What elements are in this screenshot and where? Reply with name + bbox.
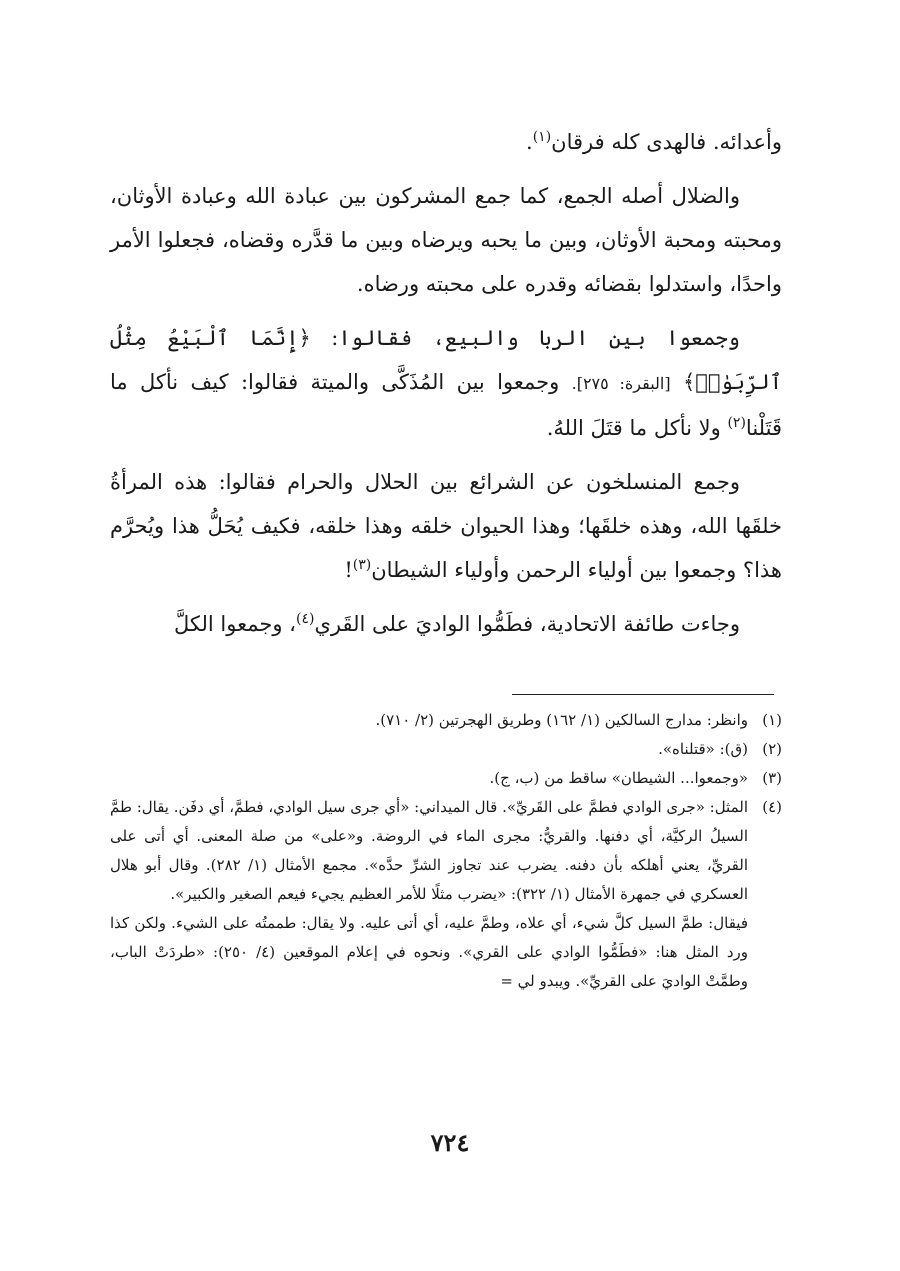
footnote-marker-3[interactable]: (٣) (352, 557, 372, 573)
footnote-marker-4[interactable]: (٤) (295, 611, 315, 627)
footnote-number: (١) (762, 711, 782, 729)
footnote-4: (٤) المثل: «جرى الوادي فطمَّ على القَريِّ». قال الميداني: «أي جرى سيل الوادي، فطمَّ، أي دفَن. يقال: طمَّ السيلُ الركيَّة، أي دفنها. والقريُّ: مجرى الماء في الروضة. و«على» من صلة المعنى. أي أتى على القريِّ، يعني أهلكه بأن دفنه. يضرب عند تجاوز الشرِّ حدَّه». مجمع الأمثال (١/ ٢٨٢). وقال أبو هلال العسكري في جمهرة الأمثال (١/ ٣٢٢): «يضرب مثلًا للأمر العظيم يجيء فيعم الصغير والكبير». فيقال: طمَّ السيل كلَّ شيء، أي علاه، وطمَّ عليه، أي أتى عليه. ولا يقال: طممتُه على الشيء. ولكن كذا ورد المثل هنا: «فطَمُّوا الوادي على القري». ونحوه في إعلام الموقعين (٤/ ٢٥٠): «طردَتْ الباب، وطمَّتْ الواديَ على القريِّ». ويبدو لي = (110, 793, 782, 996)
paragraph-1: وأعدائه. فالهدى كله فرقان$^{(١)}$. (526, 129, 782, 154)
footnote-number: (٢) (762, 740, 782, 758)
paragraph-2: والضلال أصله الجمع، كما جمع المشركون بين عبادة الله وعبادة الأوثان، ومحبته ومحبة الأوثان، وبين ما يحبه ويرضاه وبين ما قدَّره وقضاه، فجعلوا الأمر واحدًا، واستدلوا بقضائه وقدره على محبته ورضاه. (110, 184, 782, 296)
paragraph-4: وجمع المنسلخون عن الشرائع بين الحلال والحرام فقالوا: هذه المرأةُ خلقَها الله، وهذه خلقَها؛ وهذا الحيوان خلقه وهذا خلقه، فكيف يُحَلُّ هذا ويُحرَّم هذا؟ وجمعوا بين أولياء الرحمن وأولياء الشيطان$^{(٣)}$! (110, 470, 782, 582)
footnote-marker-2[interactable]: (٢) (727, 415, 746, 431)
main-text (110, 120, 782, 646)
paragraph-5: وجاءت طائفة الاتحادية، فطَمُّوا الواديَ على القَري$^{(٤)}$، وجمعوا الكلَّ (174, 611, 740, 636)
footnote-number: (٣) (762, 769, 782, 787)
paragraph-3: وجمعوا بين الربا والبيع، فقالوا: ﴿إِنَّمَا ٱلْبَيْعُ مِثْلُ ٱلرِّبَوٰا۟﴾ [البقرة: ٢٧٥]. وجمعوا بين المُذَكَّى والميتة فقالوا: كيف نأكل ما قَتَلْنا$^{(٢)}$ ولا نأكل ما قتَلَ اللهُ. (110, 326, 783, 440)
footnote-3: (٣) «وجمعوا... الشيطان» ساقط من (ب، ج). (110, 764, 782, 793)
footnote-separator (512, 694, 774, 695)
footnote-marker-1[interactable]: (١) (532, 129, 552, 145)
footnote-2: (٢) (ق): «قتلناه». (110, 735, 782, 764)
page-number: ٧٢٤ (430, 1128, 470, 1157)
footnote-1: (١) وانظر: مدارج السالكين (١/ ١٦٢) وطريق الهجرتين (٢/ ٧١٠). (110, 706, 782, 735)
footnotes (110, 706, 782, 996)
footnote-number: (٤) (762, 798, 782, 816)
quran-verse: ﴿إِنَّمَا ٱلْبَيْعُ مِثْلُ ٱلرِّبَوٰا۟﴾ (110, 326, 783, 394)
verse-reference: [البقرة: ٢٧٥]. (571, 374, 671, 393)
